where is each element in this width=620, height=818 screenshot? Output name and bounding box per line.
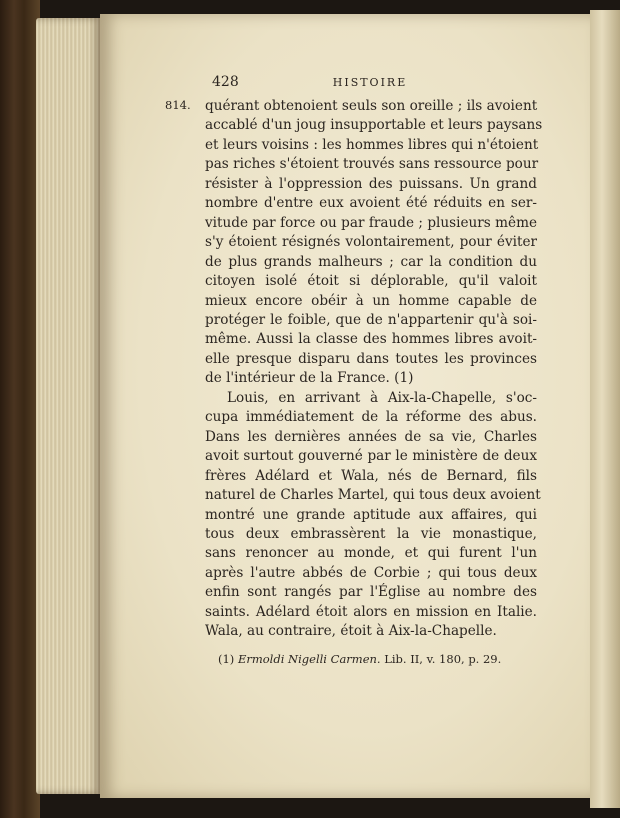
text-line: Louis, en arrivant à Aix-la-Chapelle, s'oc- <box>227 389 537 406</box>
book-binding <box>0 0 40 818</box>
text-line: saints. Adélard étoit alors en mission en Italie. <box>205 603 537 620</box>
text-line: pas riches s'étoient trouvés sans ressource pour <box>205 156 539 173</box>
text-line: vitude par force ou par fraude ; plusieurs même <box>205 214 537 231</box>
text-line: résister à l'oppression des puissans. Un grand <box>205 175 537 192</box>
text-line: naturel de Charles Martel, qui tous deux avoient <box>205 487 541 504</box>
footnote-reference: Lib. II, v. 180, p. 29. <box>384 652 502 666</box>
text-line: elle presque disparu dans toutes les provinces <box>205 350 537 367</box>
text-line: nombre d'entre eux avoient été réduits en ser- <box>205 195 537 212</box>
footnote <box>218 652 538 666</box>
text-line: Dans les dernières années de sa vie, Charles <box>205 428 537 445</box>
text-line: Wala, au contraire, étoit à Aix-la-Chapelle. <box>205 623 497 640</box>
text-line: s'y étoient résignés volontairement, pour éviter <box>205 234 537 251</box>
page-header <box>212 74 528 94</box>
running-title: HISTOIRE <box>332 76 408 89</box>
text-line: de l'intérieur de la France. (1) <box>205 370 414 387</box>
body-text <box>205 97 543 642</box>
text-line: mieux encore obéir à un homme capable de <box>205 292 537 309</box>
text-line: frères Adélard et Wala, nés de Bernard, fils <box>205 467 537 484</box>
footnote-marker: (1) <box>218 652 235 666</box>
paragraph-1 <box>205 97 543 389</box>
text-line: enfin sont rangés par l'Église au nombre des <box>205 584 537 601</box>
text-line: avoit surtout gouverné par le ministère de deux <box>205 448 537 465</box>
margin-year-note: 814. <box>165 98 191 112</box>
text-line: après l'autre abbés de Corbie ; qui tous deux <box>205 564 537 581</box>
facing-page-edge <box>590 10 620 808</box>
text-line: cupa immédiatement de la réforme des abus. <box>205 409 537 426</box>
stacked-page-edges <box>36 18 102 794</box>
page-number: 428 <box>212 74 239 90</box>
text-line: tous deux embrassèrent la vie monastique, <box>205 525 537 542</box>
text-line: quérant obtenoient seuls son oreille ; ils avoient <box>205 98 538 114</box>
text-line: de plus grands malheurs ; car la condition du <box>205 253 537 270</box>
text-line: protéger le foible, que de n'appartenir qu'à soi- <box>205 311 537 328</box>
text-line: accablé d'un joug insupportable et leurs paysans <box>205 117 543 134</box>
paragraph-2 <box>205 389 541 642</box>
text-line: et leurs voisins : les hommes libres qui n'étoient <box>205 136 539 153</box>
text-line: citoyen isolé étoit si déplorable, qu'il valoit <box>205 273 537 290</box>
text-line: montré une grande aptitude aux affaires, qui <box>205 506 537 523</box>
text-line: même. Aussi la classe des hommes libres avoit- <box>205 331 537 348</box>
footnote-author: Ermoldi Nigelli Carmen. <box>237 652 381 666</box>
text-line: sans renoncer au monde, et qui furent l'un <box>205 545 537 562</box>
